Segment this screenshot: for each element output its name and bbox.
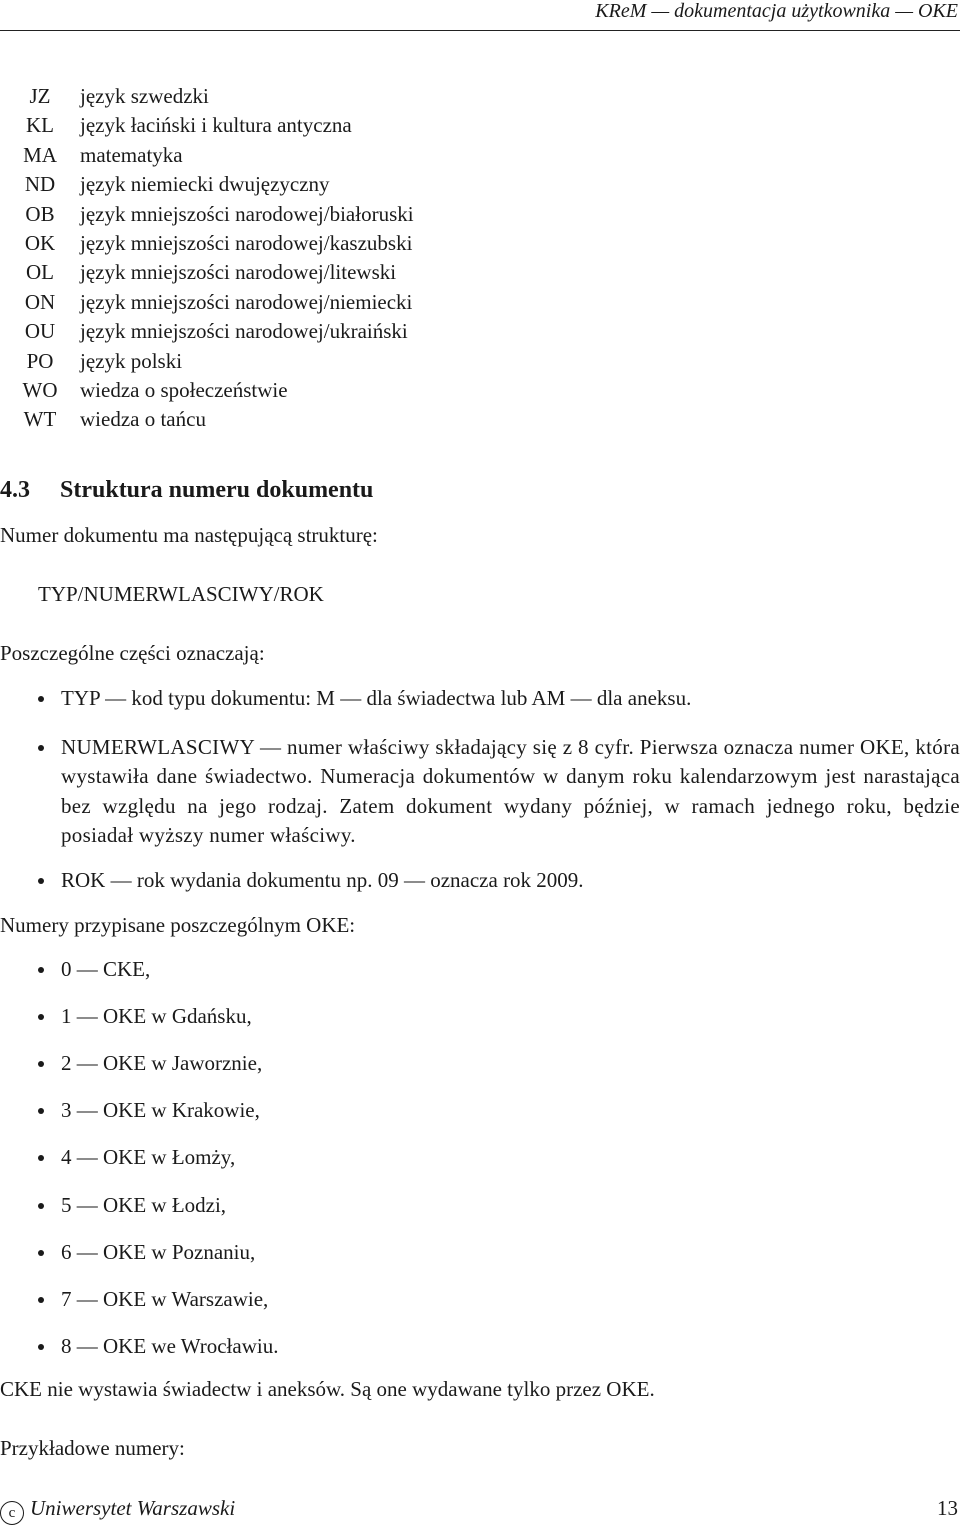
- parts-item-text: TYP — kod typu dokumentu: M — dla świadectwa lub AM — dla aneksu.: [61, 686, 692, 710]
- code-row: [0, 82, 414, 111]
- code-abbreviation: OK: [24, 230, 56, 255]
- oke-item-text: 0 — CKE,: [61, 957, 151, 981]
- footer-org-name: Uniwersytet Warszawski: [30, 1496, 236, 1520]
- code-row: [0, 317, 414, 346]
- bullet-icon: [38, 1108, 44, 1114]
- code-abbreviation: JZ: [29, 84, 51, 108]
- bullet-icon: [38, 1344, 44, 1350]
- oke-intro: Numery przypisane poszczególnym OKE:: [0, 913, 356, 937]
- code-subject-name: język szwedzki: [80, 84, 209, 108]
- copyright-icon: c: [0, 1501, 24, 1525]
- page-header: [0, 0, 960, 31]
- section-title-text: Struktura numeru dokumentu: [60, 477, 374, 503]
- subject-codes-list: [0, 82, 414, 435]
- code-subject-name: matematyka: [80, 142, 183, 167]
- bullet-icon: [38, 1061, 44, 1067]
- code-subject-name: język mniejszości narodowej/niemiecki: [80, 289, 413, 314]
- header-title: KReM — dokumentacja użytkownika — OKE: [595, 0, 958, 22]
- code-subject-name: wiedza o tańcu: [80, 407, 206, 432]
- bullet-icon: [38, 878, 44, 884]
- bullet-icon: [38, 1014, 44, 1020]
- code-abbreviation: WT: [23, 407, 57, 432]
- code-abbreviation: WO: [22, 377, 58, 402]
- code-subject-name: język mniejszości narodowej/białoruski: [80, 201, 414, 226]
- code-abbreviation: OB: [25, 201, 55, 226]
- bullet-icon: [38, 1297, 44, 1303]
- code-row: [0, 347, 414, 376]
- page-number: 13: [937, 1496, 958, 1520]
- code-row: [0, 376, 414, 405]
- bullet-icon: [38, 967, 44, 973]
- intro-paragraph: Numer dokumentu ma następującą strukturę:: [0, 523, 378, 547]
- bullet-icon: [38, 1203, 44, 1209]
- code-row: [0, 200, 414, 229]
- parts-item-text: ROK — rok wydania dokumentu np. 09 — oznacza rok 2009.: [61, 868, 584, 892]
- code-row: [0, 288, 414, 317]
- footer-organization: [0, 1496, 235, 1525]
- code-row: [0, 111, 414, 140]
- code-row: [0, 229, 414, 258]
- code-subject-name: język mniejszości narodowej/litewski: [80, 260, 397, 285]
- bullet-icon: [38, 696, 44, 702]
- code-row: [0, 258, 414, 287]
- code-subject-name: język niemiecki dwujęzyczny: [80, 172, 330, 197]
- code-row: [0, 405, 414, 434]
- oke-item-text: 5 — OKE w Łodzi,: [61, 1192, 227, 1217]
- bullet-icon: [38, 1250, 44, 1256]
- oke-item-text: 4 — OKE w Łomży,: [61, 1145, 236, 1170]
- section-heading: [0, 477, 373, 504]
- code-abbreviation: OU: [24, 319, 56, 344]
- code-abbreviation: KL: [26, 113, 54, 138]
- code-row: [0, 170, 414, 199]
- code-abbreviation: OL: [26, 260, 54, 285]
- code-abbreviation: ON: [24, 289, 56, 314]
- code-abbreviation: ND: [24, 172, 56, 197]
- code-subject-name: język mniejszości narodowej/ukraiński: [80, 319, 408, 344]
- bullet-icon: [38, 745, 44, 751]
- code-subject-name: wiedza o społeczeństwie: [80, 377, 288, 402]
- code-subject-name: język mniejszości narodowej/kaszubski: [80, 230, 413, 255]
- examples-label: Przykładowe numery:: [0, 1436, 185, 1460]
- cke-note: CKE nie wystawia świadectw i aneksów. Są one wydawane tylko przez OKE.: [0, 1377, 655, 1401]
- oke-item-text: 8 — OKE we Wrocławiu.: [61, 1333, 279, 1358]
- oke-item-text: 3 — OKE w Krakowie,: [61, 1098, 260, 1123]
- code-row: [0, 141, 414, 170]
- oke-item-text: 7 — OKE w Warszawie,: [61, 1286, 269, 1311]
- oke-item-text: 2 — OKE w Jaworznie,: [61, 1051, 263, 1076]
- oke-item-text: 1 — OKE w Gdańsku,: [61, 1004, 252, 1029]
- parts-intro: Poszczególne części oznaczają:: [0, 641, 265, 665]
- code-abbreviation: MA: [23, 142, 57, 167]
- parts-item-text: NUMERWLASCIWY — numer właściwy składający się z 8 cyfr. Pierwsza oznacza numer OKE, która wystawiła dane świadectwo. Numeracja dokumentów w danym roku kalendarzowym jest narastająca bez względu na jego rodzaj. Zatem dokument wydany później, w ramach jednego roku, będzie posiadał wyższy numer właściwy.: [61, 735, 960, 848]
- code-abbreviation: PO: [26, 348, 54, 373]
- structure-format: TYP/NUMERWLASCIWY/ROK: [38, 582, 324, 606]
- section-number: 4.3: [0, 477, 30, 503]
- code-subject-name: język łaciński i kultura antyczna: [80, 113, 352, 138]
- oke-item-text: 6 — OKE w Poznaniu,: [61, 1239, 256, 1264]
- bullet-icon: [38, 1155, 44, 1161]
- code-subject-name: język polski: [80, 348, 183, 373]
